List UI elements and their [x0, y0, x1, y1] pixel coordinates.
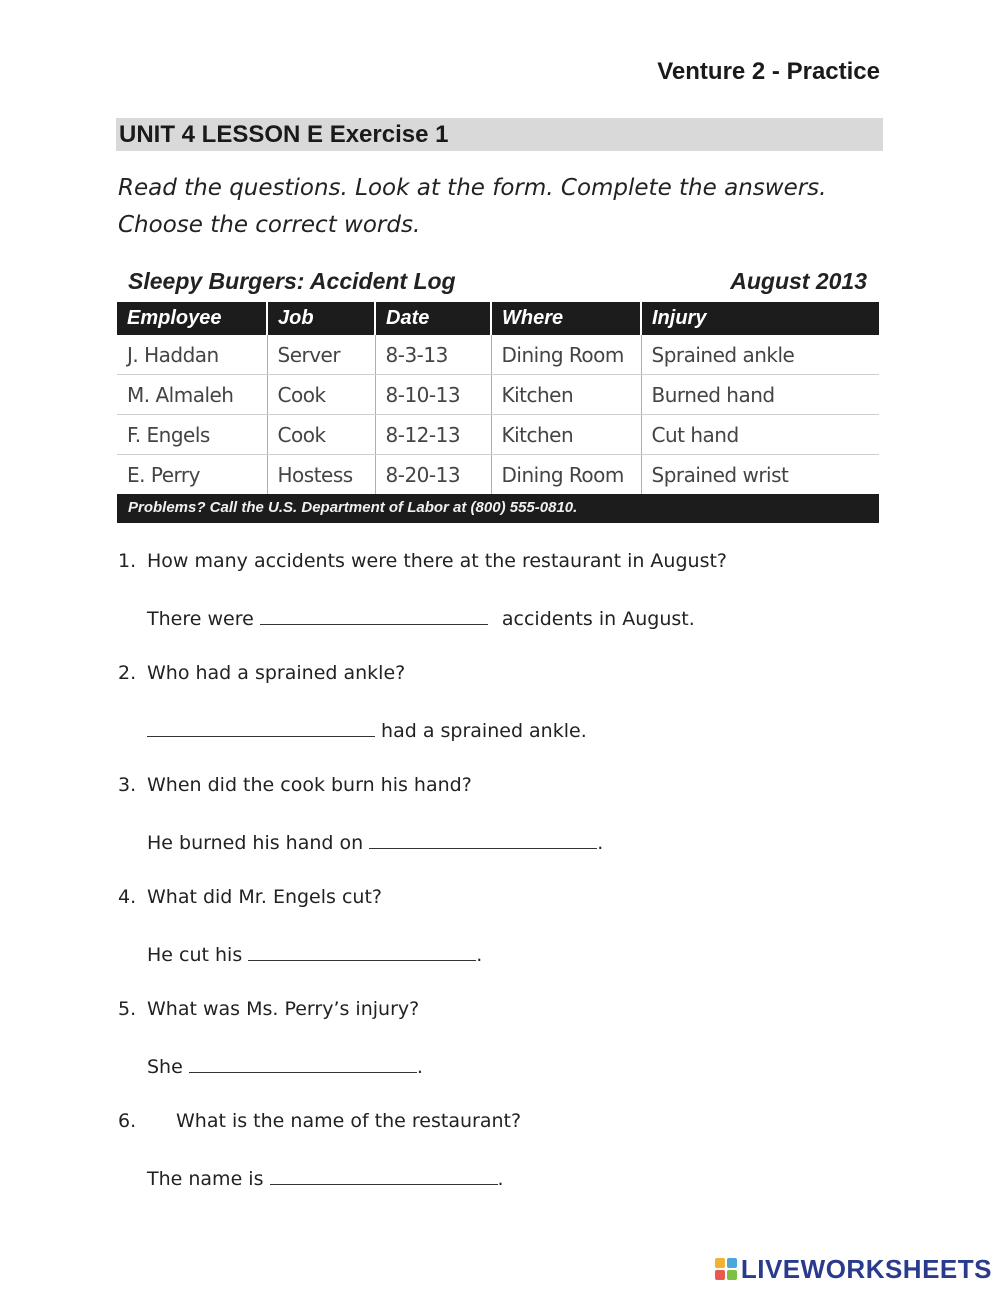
question-number: 3.: [118, 774, 137, 796]
instructions: [118, 170, 908, 244]
unit-title-bar: [116, 118, 883, 151]
question-2: [118, 662, 405, 684]
answer-prefix: He burned his hand on: [147, 832, 364, 854]
answer-prefix: The name is: [147, 1168, 264, 1190]
accident-log-footer-text: Problems? Call the U.S. Department of Labor at (800) 555-0810.: [128, 499, 578, 516]
answer-2: [147, 718, 587, 742]
question-text: What was Ms. Perry’s injury?: [147, 998, 420, 1020]
page-header-title: Venture 2 - Practice: [657, 58, 880, 85]
answer-suffix: had a sprained ankle.: [381, 720, 587, 742]
cell-injury: Sprained ankle: [641, 335, 879, 375]
cell-employee: J. Haddan: [117, 335, 267, 375]
question-text: How many accidents were there at the restaurant in August?: [147, 550, 728, 572]
answer-blank-4[interactable]: [248, 942, 476, 961]
table-row: [117, 415, 879, 455]
column-header-date: Date: [375, 302, 491, 335]
question-text: When did the cook burn his hand?: [147, 774, 472, 796]
liveworksheets-logo[interactable]: [715, 1255, 992, 1283]
column-header-job: Job: [267, 302, 375, 335]
answer-blank-2[interactable]: [147, 718, 375, 737]
question-5: [118, 998, 419, 1020]
accident-log-footer: [117, 494, 879, 523]
table-row: [117, 375, 879, 415]
cell-date: 8-12-13: [375, 415, 491, 455]
column-header-employee: Employee: [117, 302, 267, 335]
answer-suffix: accidents in August.: [501, 608, 695, 630]
question-text: What is the name of the restaurant?: [176, 1110, 522, 1132]
instructions-line-1: Read the questions. Look at the form. Complete the answers.: [118, 175, 827, 201]
cell-date: 8-3-13: [375, 335, 491, 375]
answer-suffix: .: [416, 1056, 423, 1078]
cell-where: Kitchen: [491, 415, 641, 455]
cell-job: Hostess: [267, 455, 375, 495]
cell-where: Dining Room: [491, 455, 641, 495]
answer-3: [147, 830, 603, 854]
cell-employee: E. Perry: [117, 455, 267, 495]
question-3: [118, 774, 472, 796]
question-text: What did Mr. Engels cut?: [147, 886, 382, 908]
cell-employee: M. Almaleh: [117, 375, 267, 415]
question-number: 6.: [118, 1110, 137, 1132]
answer-prefix: He cut his: [147, 944, 243, 966]
liveworksheets-logo-icon: [715, 1258, 737, 1280]
cell-injury: Cut hand: [641, 415, 879, 455]
cell-job: Cook: [267, 415, 375, 455]
cell-injury: Sprained wrist: [641, 455, 879, 495]
answer-prefix: There were: [147, 608, 254, 630]
answer-4: [147, 942, 482, 966]
column-header-injury: Injury: [641, 302, 879, 335]
answer-5: [147, 1054, 423, 1078]
accident-log-month: August 2013: [730, 268, 867, 294]
answer-blank-3[interactable]: [369, 830, 597, 849]
cell-employee: F. Engels: [117, 415, 267, 455]
answer-blank-1[interactable]: [260, 606, 488, 625]
accident-log-title: Sleepy Burgers: Accident Log: [128, 268, 456, 294]
cell-job: Cook: [267, 375, 375, 415]
question-number: 2.: [118, 662, 137, 684]
answer-prefix: She: [147, 1056, 183, 1078]
question-number: 5.: [118, 998, 137, 1020]
question-text: Who had a sprained ankle?: [147, 662, 406, 684]
accident-log-table: [117, 302, 879, 495]
instructions-line-2: Choose the correct words.: [118, 212, 421, 238]
table-header-row: [117, 302, 879, 335]
question-4: [118, 886, 382, 908]
answer-suffix: .: [597, 832, 604, 854]
answer-6: [147, 1166, 504, 1190]
answer-blank-5[interactable]: [189, 1054, 417, 1073]
table-row: [117, 335, 879, 375]
cell-where: Kitchen: [491, 375, 641, 415]
answer-suffix: .: [497, 1168, 504, 1190]
question-number: 1.: [118, 550, 137, 572]
table-row: [117, 455, 879, 495]
question-number: 4.: [118, 886, 137, 908]
answer-blank-6[interactable]: [270, 1166, 498, 1185]
cell-injury: Burned hand: [641, 375, 879, 415]
cell-job: Server: [267, 335, 375, 375]
answer-suffix: .: [476, 944, 483, 966]
unit-title: UNIT 4 LESSON E Exercise 1: [119, 121, 449, 148]
cell-date: 8-10-13: [375, 375, 491, 415]
column-header-where: Where: [491, 302, 641, 335]
answer-1: [147, 606, 695, 630]
cell-where: Dining Room: [491, 335, 641, 375]
question-1: [118, 550, 727, 572]
cell-date: 8-20-13: [375, 455, 491, 495]
question-6: [118, 1110, 521, 1132]
liveworksheets-logo-text: LIVEWORKSHEETS: [740, 1253, 992, 1284]
